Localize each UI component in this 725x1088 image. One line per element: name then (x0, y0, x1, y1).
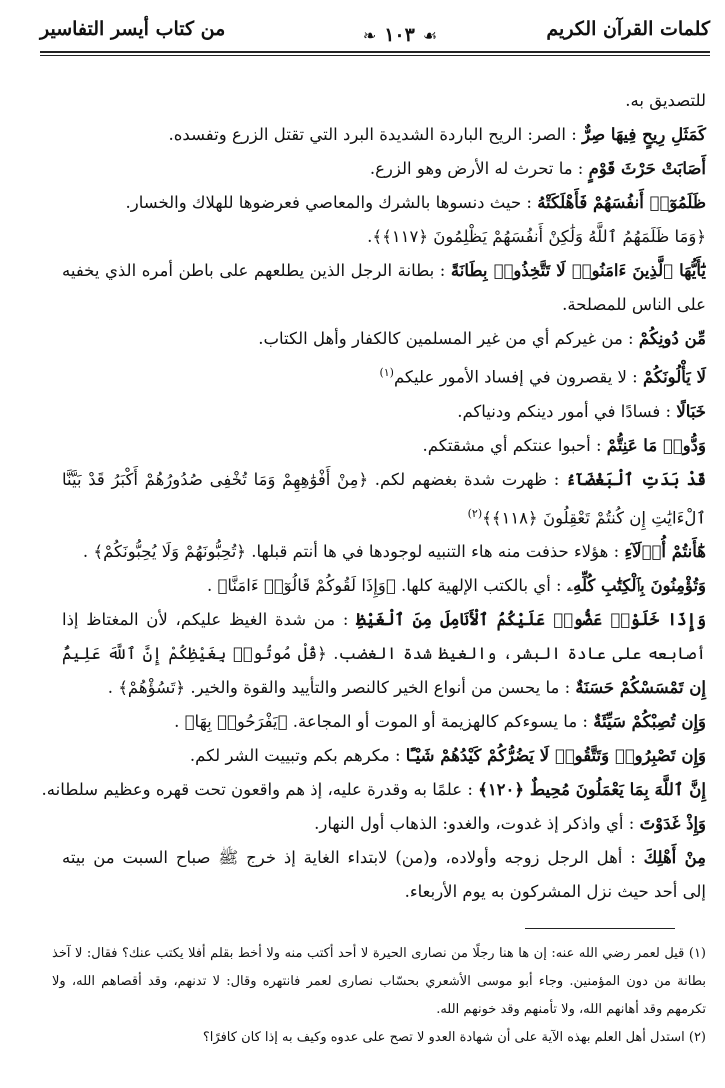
gloss-text: : حيث دنسوها بالشرك والمعاصي فعرضوها للهلاك والخسار. (125, 193, 538, 212)
gloss-text: ٱلْءَايَٰتِ إِن كُنتُمْ تَعْقِلُونَ ﴿١١٨﴾﴾ (482, 508, 706, 527)
text-line (62, 186, 706, 220)
footnote-text: قيل لعمر رضي الله عنه: إن ها هنا رجلًا من نصارى الحيرة لا أحد أكتب منه ولا أخط بقلم أفلا يكتب عنك؟ فقال: لا آخذ بطانة من دون المؤمنين. وجاء أبو موسى الأشعري بحسّاب نصارى لعمر فانتهره وقال: لا تدنهم، وقد أقصاهم الله، ولا تكرمهم وقد أهانهم الله، ولا تأمنهم وقد خونهم الله. (52, 946, 706, 1017)
footnote-text: استدل أهل العلم بهذه الآية على أن شهادة العدو لا تصح على عدوه وكيف به إذا كان كافرًا؟ (202, 1030, 685, 1045)
gloss-text: : مكرهم بكم وتبييت الشر لكم. (189, 746, 406, 765)
gloss-term: وَدُّوا۟ مَا عَنِتُّمْ (606, 435, 706, 455)
gloss-term: خَبَالًا (676, 401, 706, 421)
gloss-text: للتصديق به. (625, 91, 706, 110)
text-line (62, 429, 706, 463)
gloss-text: : ما يسوءكم كالهزيمة أو الموت أو المجاعة. ﴿يَفْرَحُوا۟ بِهَا﴾ . (174, 712, 594, 731)
gloss-text: على الناس للمصلحة. (562, 295, 706, 314)
gloss-text: إلى أحد حيث نزل المشركون به يوم الأربعاء. (404, 882, 706, 901)
footnote-number: (١) (688, 946, 706, 961)
gloss-text: : فسادًا في أمور دينكم ودنياكم. (457, 401, 677, 421)
footnote-separator (525, 928, 675, 929)
gloss-text: : هؤلاء حذفت منه هاء التنبيه لوجودها في ها أنتم قبلها. ﴿تُحِبُّونَهُمْ وَلَا يُحِبُّونَكُمْ﴾ . (82, 542, 625, 561)
footnotes (52, 940, 706, 1052)
gloss-term: هَٰٓأَنتُمْ أُو۟لَآءِ (624, 542, 706, 561)
gloss-term: مِّن دُونِكُمْ (638, 329, 706, 348)
gloss-term: قَدْ بَدَتِ ٱلْبَغْضَآءُ (565, 469, 706, 489)
text-line (62, 569, 706, 603)
text-line (62, 875, 706, 909)
gloss-term: وَإِذَا خَلَوْا۟ عَضُّوا۟ عَلَيْكُمُ ٱلْأَنَامِلَ مِنَ ٱلْغَيْظِ (356, 610, 706, 629)
page-number: ١٠٣ (384, 24, 415, 46)
header-page-number-group (300, 22, 500, 48)
text-line (62, 705, 706, 739)
header-rule-thin (40, 55, 710, 56)
gloss-text: : من شدة الغيظ عليكم، لأن المغتاظ إذا (62, 610, 349, 629)
gloss-text: : من غيركم أي من غير المسلمين كالكفار وأهل الكتاب. (258, 329, 639, 348)
text-line (62, 603, 706, 637)
header-source-title: من كتاب أيسر التفاسير (40, 18, 226, 40)
gloss-text: : أحبوا عنتكم أي مشقتكم. (422, 435, 607, 455)
text-line (62, 356, 706, 395)
text-line (62, 288, 706, 322)
gloss-term: إِنَّ ٱللَّهَ بِمَا يَعْمَلُونَ مُحِيطٌ ﴿١٢٠﴾ (478, 780, 706, 799)
gloss-term: وَإِن تُصِبْكُمْ سَيِّئَةٌ (593, 712, 706, 731)
gloss-term: وَإِن تَصْبِرُوا۟ وَتَتَّقُوا۟ لَا يَضُرُّكُمْ كَيْدُهُمْ شَيْـًٔا (405, 746, 706, 765)
text-line (62, 535, 706, 569)
main-text (41, 84, 706, 909)
gloss-text: : أي واذكر إذ غدوت، والغدو: الذهاب أول النهار. (314, 814, 640, 833)
text-line (62, 152, 706, 186)
page-header (40, 14, 710, 58)
gloss-text: : لا يقصرون في إفساد الأمور عليكم (393, 367, 643, 387)
ornament-left-icon: ❧ (362, 25, 377, 45)
gloss-term: أَصَابَتْ حَرْثَ قَوْمٍ (588, 159, 706, 178)
ornament-right-icon: ☙ (422, 25, 438, 45)
text-line (62, 463, 706, 497)
gloss-text: : أهل الرجل زوجه وأولاده، و(من) لابتداء الغاية إذ خرج ﷺ صباح السبت من بيته (62, 848, 644, 867)
text-line (62, 637, 706, 671)
gloss-term: وَتُؤْمِنُونَ بِٱلْكِتَٰبِ كُلِّهِۦ (566, 576, 706, 595)
text-line (62, 220, 706, 254)
footnote (52, 940, 706, 1024)
gloss-text: أصابعه على عادة البشر، والغيظ شدة الغضب. ﴿قُلْ مُوتُوا۟ بِغَيْظِكُمْ إِنَّ ٱللَّهَ عَلِيمٌۢ (62, 644, 706, 663)
text-line (62, 322, 706, 356)
gloss-text: : أي بالكتب الإلهية كلها. ﴿وَإِذَا لَقُوكُمْ قَالُوٓا۟ ءَامَنَّا﴾ . (207, 576, 567, 595)
gloss-term: ظَلَمُوٓا۟ أَنفُسَهُمْ فَأَهْلَكَتْهُ (537, 193, 706, 212)
text-line (62, 497, 706, 536)
gloss-term: وَإِذْ غَدَوْتَ (639, 814, 706, 833)
text-line (41, 773, 706, 807)
text-line (62, 254, 706, 288)
gloss-text: : ما تحرث له الأرض وهو الزرع. (369, 159, 589, 178)
text-line (62, 84, 706, 118)
text-line (62, 739, 706, 773)
gloss-term: مِنْ أَهْلِكَ (643, 848, 706, 867)
gloss-text: : ما يحسن من أنواع الخير كالنصر والتأييد والقوة والخير. ﴿تَسُؤْهُمْ﴾ . (107, 678, 576, 697)
text-line (62, 118, 706, 152)
text-line (62, 841, 706, 875)
gloss-text: : علمًا به وقدرة عليه، إذ هم واقعون تحت قهره وعظيم سلطانه. (41, 780, 479, 799)
header-rule (40, 51, 710, 53)
footnote-marker[interactable]: (٢) (467, 506, 483, 520)
gloss-term: إِن تَمْسَسْكُمْ حَسَنَةٌ (575, 678, 706, 697)
gloss-text: : بطانة الرجل الذين يطلعهم على باطن أمره الذي يخفيه (62, 261, 451, 280)
gloss-term: لَا يَأْلُونَكُمْ (642, 367, 706, 387)
gloss-text: : الصر: الريح الباردة الشديدة البرد التي تقتل الزرع وتفسده. (168, 125, 583, 144)
gloss-text: : ظهرت شدة بغضهم لكم. ﴿مِنْ أَفْوَٰهِهِمْ وَمَا تُخْفِى صُدُورُهُمْ أَكْبَرُ قَدْ بَيَّنَّا (62, 469, 560, 489)
gloss-term: كَمَثَلِ رِيحٍ فِيهَا صِرٌّ (582, 125, 706, 144)
text-line (62, 395, 706, 429)
footnote-number: (٢) (688, 1030, 706, 1045)
footnote-marker[interactable]: (١) (379, 366, 394, 379)
gloss-term: يَٰٓأَيُّهَا ٱلَّذِينَ ءَامَنُوا۟ لَا تَتَّخِذُوا۟ بِطَانَةً (450, 261, 706, 280)
text-line (62, 671, 706, 705)
text-line (62, 807, 706, 841)
header-book-title: كلمات القرآن الكريم (546, 18, 710, 40)
gloss-text: ﴿وَمَا ظَلَمَهُمُ ٱللَّهُ وَلَٰكِنْ أَنفُسَهُمْ يَظْلِمُونَ ﴿١١٧﴾﴾. (367, 227, 706, 246)
footnote (52, 1024, 706, 1052)
